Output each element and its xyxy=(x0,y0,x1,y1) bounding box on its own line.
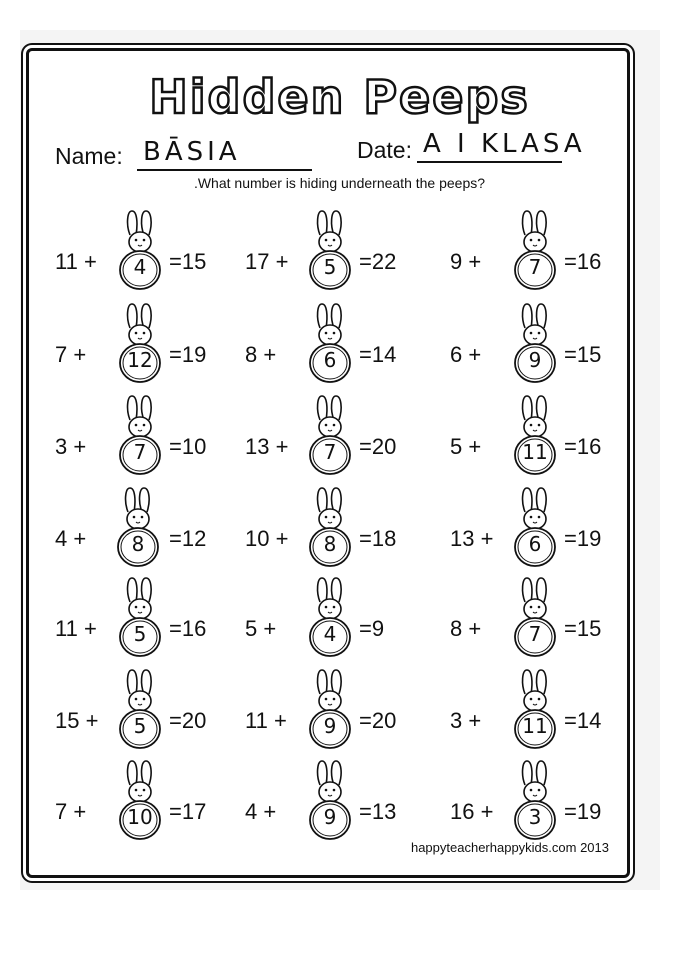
problem-sum: =20 xyxy=(169,708,207,733)
problem-addend: 3 + xyxy=(450,708,482,733)
problem-sum: =15 xyxy=(564,616,602,641)
name-label: Name: xyxy=(55,143,123,169)
handwritten-answer: 5 xyxy=(133,714,147,738)
problem-sum: =19 xyxy=(564,799,602,824)
problem-sum: =22 xyxy=(359,249,397,274)
handwritten-answer: 8 xyxy=(323,532,337,556)
handwritten-answer: 7 xyxy=(528,255,542,279)
problem-sum: =15 xyxy=(564,342,602,367)
problem-addend: 9 + xyxy=(450,249,482,274)
handwritten-answer: 10 xyxy=(127,805,153,829)
problem-addend: 13 + xyxy=(450,526,494,551)
problem-sum: =9 xyxy=(359,616,385,641)
bunny-peep-icon xyxy=(305,755,355,841)
bunny-peep-icon xyxy=(510,482,560,568)
date-label: Date: xyxy=(357,137,412,163)
problem-addend: 5 + xyxy=(450,434,482,459)
bunny-peep-icon xyxy=(115,755,165,841)
problem-sum: =12 xyxy=(169,526,207,551)
problem-addend: 4 + xyxy=(55,526,87,551)
handwritten-answer: 7 xyxy=(528,622,542,646)
handwritten-answer: 3 xyxy=(528,805,542,829)
bunny-peep-icon xyxy=(115,298,165,384)
problem-sum: =18 xyxy=(359,526,397,551)
problem-sum: =15 xyxy=(169,249,207,274)
bunny-peep-icon xyxy=(115,664,165,750)
bunny-peep-icon xyxy=(305,482,355,568)
problem-sum: =20 xyxy=(359,708,397,733)
problem-sum: =10 xyxy=(169,434,207,459)
handwritten-answer: 5 xyxy=(133,622,147,646)
problem-addend: 11 + xyxy=(55,249,97,274)
bunny-peep-icon xyxy=(115,572,165,658)
bunny-peep-icon xyxy=(510,572,560,658)
bunny-peep-icon xyxy=(510,664,560,750)
bunny-peep-icon xyxy=(115,205,165,291)
problem-addend: 13 + xyxy=(245,434,289,459)
problem-addend: 7 + xyxy=(55,799,87,824)
problem-sum: =16 xyxy=(564,434,602,459)
handwritten-answer: 6 xyxy=(323,348,337,372)
problem-sum: =19 xyxy=(564,526,602,551)
bunny-peep-icon xyxy=(305,572,355,658)
problem-addend: 15 + xyxy=(55,708,99,733)
handwritten-answer: 9 xyxy=(323,714,337,738)
handwritten-answer: 7 xyxy=(133,440,147,464)
handwritten-answer: 9 xyxy=(323,805,337,829)
handwritten-answer: 9 xyxy=(528,348,542,372)
name-line xyxy=(137,169,312,171)
handwritten-answer: 5 xyxy=(323,255,337,279)
problem-addend: 8 + xyxy=(450,616,482,641)
worksheet-title: Hidden Peeps xyxy=(149,70,530,124)
handwritten-answer: 11 xyxy=(522,440,548,464)
handwritten-answer: 4 xyxy=(133,255,147,279)
instruction-text: .What number is hiding underneath the peeps? xyxy=(193,175,486,191)
problem-sum: =20 xyxy=(359,434,397,459)
problem-sum: =17 xyxy=(169,799,207,824)
problem-addend: 4 + xyxy=(245,799,277,824)
handwritten-answer: 6 xyxy=(528,532,542,556)
problem-addend: 11 + xyxy=(245,708,287,733)
problem-addend: 11 + xyxy=(55,616,97,641)
bunny-peep-icon xyxy=(115,390,165,476)
problem-addend: 6 + xyxy=(450,342,482,367)
handwritten-answer: 4 xyxy=(323,622,337,646)
handwritten-answer: 7 xyxy=(323,440,337,464)
bunny-peep-icon xyxy=(510,755,560,841)
name-value: BĀSIA xyxy=(143,137,241,167)
problem-addend: 10 + xyxy=(245,526,289,551)
problem-sum: =14 xyxy=(359,342,397,367)
problem-sum: =19 xyxy=(169,342,207,367)
problem-addend: 7 + xyxy=(55,342,87,367)
problem-sum: =16 xyxy=(564,249,602,274)
handwritten-answer: 8 xyxy=(131,532,145,556)
problem-sum: =13 xyxy=(359,799,397,824)
date-line xyxy=(417,161,562,163)
problem-sum: =14 xyxy=(564,708,602,733)
bunny-peep-icon xyxy=(305,664,355,750)
bunny-peep-icon xyxy=(305,390,355,476)
date-value: A I KLASA xyxy=(423,129,586,159)
bunny-peep-icon xyxy=(113,482,163,568)
problem-addend: 5 + xyxy=(245,616,277,641)
name-date-row xyxy=(55,129,615,175)
problem-addend: 16 + xyxy=(450,799,494,824)
bunny-peep-icon xyxy=(510,205,560,291)
bunny-peep-icon xyxy=(305,205,355,291)
bunny-peep-icon xyxy=(305,298,355,384)
problem-addend: 17 + xyxy=(245,249,289,274)
problem-addend: 8 + xyxy=(245,342,277,367)
problem-sum: =16 xyxy=(169,616,207,641)
bunny-peep-icon xyxy=(510,390,560,476)
handwritten-answer: 11 xyxy=(522,714,548,738)
bunny-peep-icon xyxy=(510,298,560,384)
problem-addend: 3 + xyxy=(55,434,87,459)
footer-credit: happyteacherhappykids.com 2013 xyxy=(410,840,609,855)
handwritten-answer: 12 xyxy=(127,348,153,372)
